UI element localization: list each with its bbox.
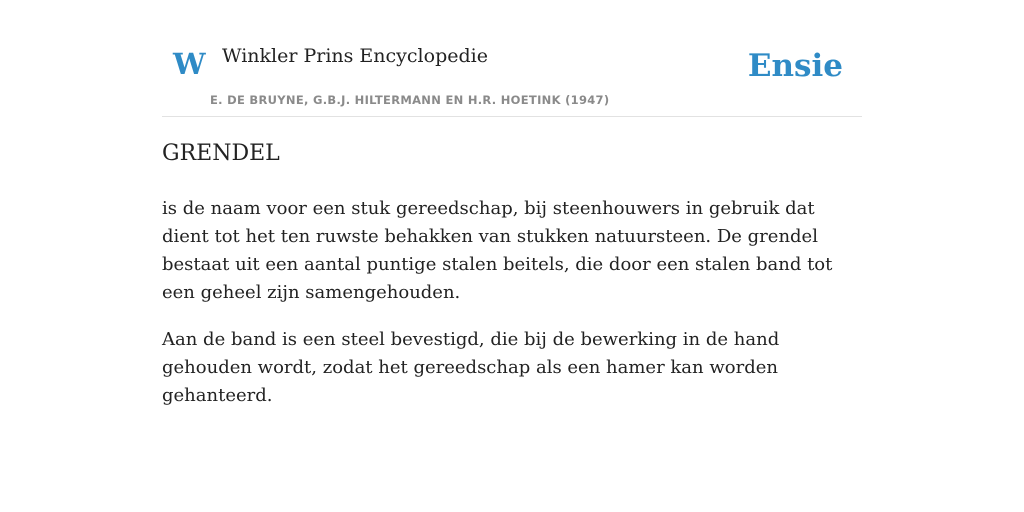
article-paragraph: Aan de band is een steel bevestigd, die bij de bewerking in de hand gehouden wordt, zodat het gereedschap als een hamer kan worden gehanteerd.	[162, 329, 780, 406]
source-authors: E. DE BRUYNE, G.B.J. HILTERMANN EN H.R. HOETINK (1947)	[210, 93, 610, 107]
ensie-brand-logo[interactable]: Ensie	[747, 48, 843, 84]
source-title-link[interactable]: Winkler Prins Encyclopedie	[222, 45, 488, 67]
article	[162, 138, 862, 429]
article-paragraph: is de naam voor een stuk gereedschap, bij steenhouwers in gebruik dat dient tot het ten ruwste behakken van stukken natuursteen. De grendel bestaat uit een aantal puntige stalen beitels, die door een stalen band tot een geheel zijn samengehouden.	[162, 198, 833, 303]
source-header	[162, 30, 862, 117]
entry-title: GRENDEL	[162, 141, 280, 166]
source-logo[interactable]: W	[173, 47, 206, 81]
